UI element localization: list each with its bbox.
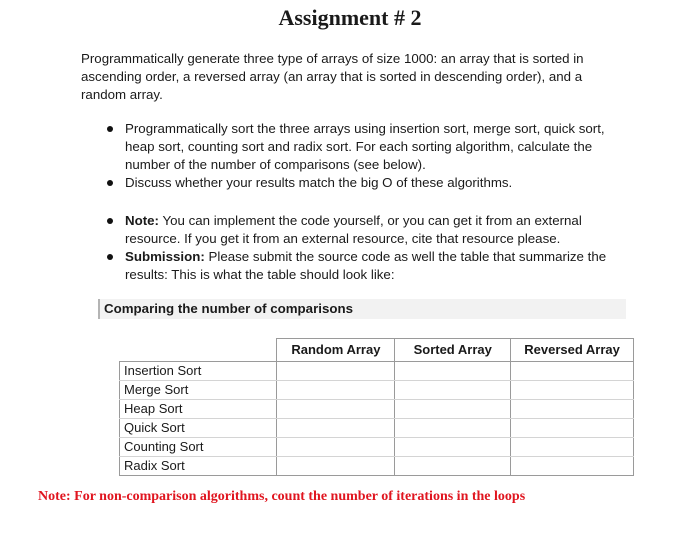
table-cell [395,419,511,438]
bullet-item-note [106,212,626,248]
note-bullet-list [106,212,626,284]
table-cell [511,457,634,476]
comparison-table [119,338,634,476]
table-row [120,381,634,400]
table-cell [511,381,634,400]
bullet-text: Discuss whether your results match the big O of these algorithms. [125,175,513,190]
table-row [120,438,634,457]
row-label-heap-sort: Heap Sort [120,400,277,419]
table-cell [511,400,634,419]
table-cell [277,400,395,419]
submission-term: Submission: [125,249,205,264]
table-cell [277,381,395,400]
table-corner-cell [120,339,277,362]
table-row [120,419,634,438]
table-cell [277,457,395,476]
table-cell [395,362,511,381]
table-cell [277,362,395,381]
row-label-quick-sort: Quick Sort [120,419,277,438]
column-header-sorted: Sorted Array [395,339,511,362]
row-label-counting-sort: Counting Sort [120,438,277,457]
row-label-insertion-sort: Insertion Sort [120,362,277,381]
bullet-dot-icon [107,254,113,260]
table-cell [277,438,395,457]
intro-paragraph: Programmatically generate three type of arrays of size 1000: an array that is sorted in ascending order, a reversed array (an array that is sorted in descending order), and a random array. [81,51,584,102]
table-cell [395,400,511,419]
column-header-random: Random Array [277,339,395,362]
table-cell [395,381,511,400]
table-cell [511,438,634,457]
note-term: Note: [125,213,159,228]
row-label-merge-sort: Merge Sort [120,381,277,400]
bullet-text: Programmatically sort the three arrays using insertion sort, merge sort, quick sort, heap sort, counting sort and radix sort. For each sorting algorithm, calculate the number of the number of comparisons (see below). [125,121,605,172]
table-cell [511,419,634,438]
column-header-reversed: Reversed Array [511,339,634,362]
task-bullet-list [106,120,626,192]
table-cell [395,438,511,457]
bullet-dot-icon [107,126,113,132]
bullet-item-submission [106,248,626,284]
bullet-item-sort-arrays [106,120,626,174]
note-text: You can implement the code yourself, or you can get it from an external resource. If you get it from an external resource, cite that resource please. [125,213,582,246]
bullet-item-discuss-big-o [106,174,626,192]
table-row [120,400,634,419]
table-header-row [120,339,634,362]
row-label-radix-sort: Radix Sort [120,457,277,476]
comparison-section-heading: Comparing the number of comparisons [98,299,626,319]
table-cell [511,362,634,381]
submission-text: Please submit the source code as well the table that summarize the results: This is what the table should look like: [125,249,607,282]
bullet-dot-icon [107,180,113,186]
table-row [120,457,634,476]
table-row [120,362,634,381]
table-cell [395,457,511,476]
non-comparison-note: Note: For non-comparison algorithms, count the number of iterations in the loops [38,489,526,504]
assignment-title: Assignment # 2 [278,5,422,30]
table-cell [277,419,395,438]
bullet-dot-icon [107,218,113,224]
